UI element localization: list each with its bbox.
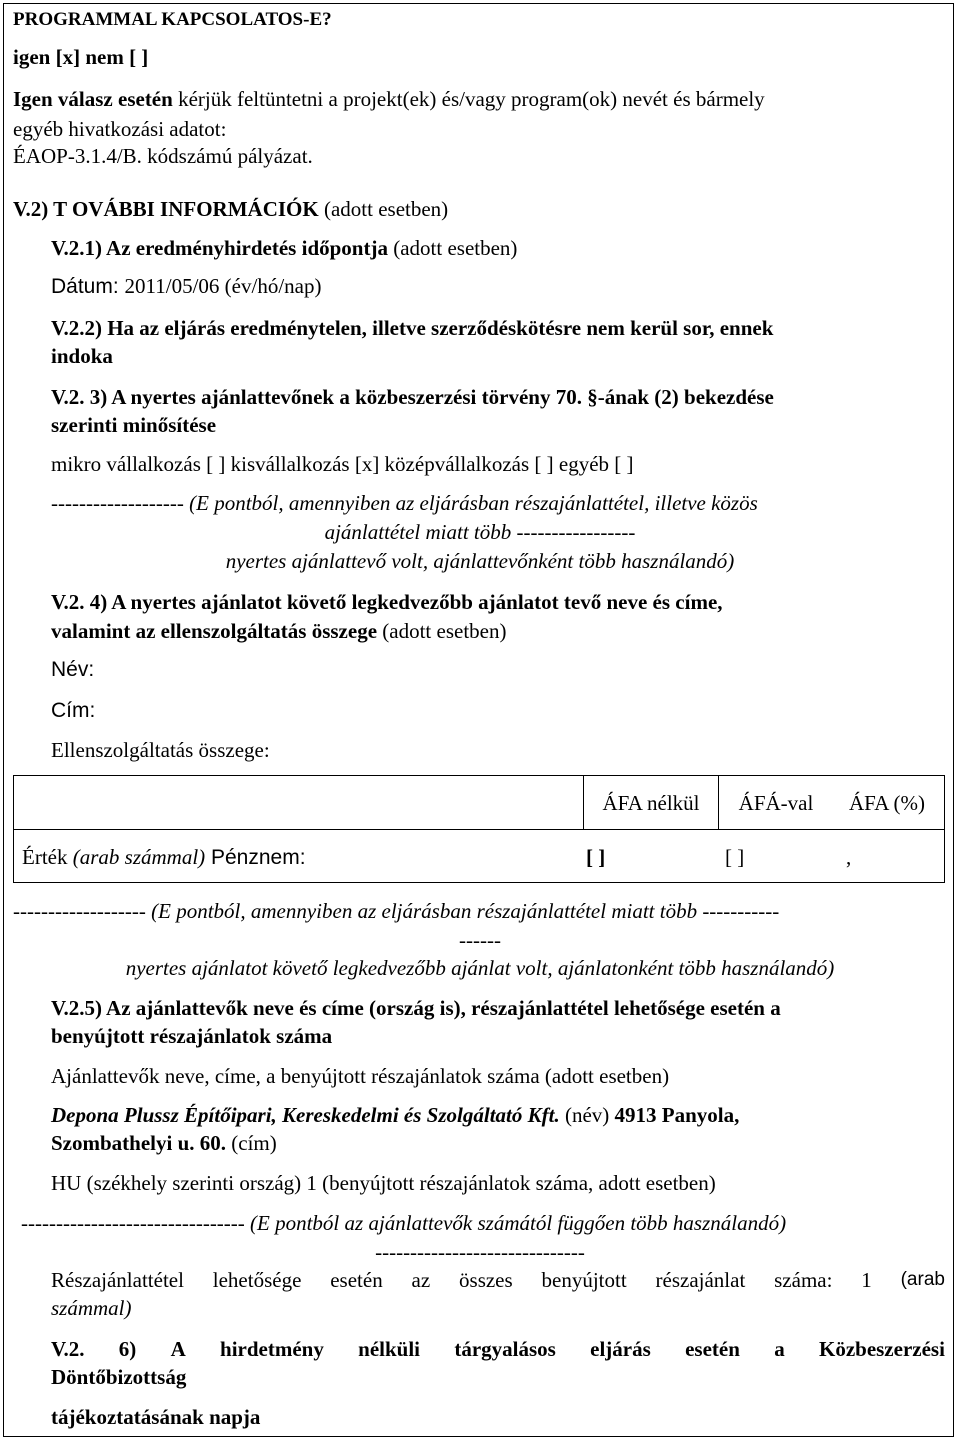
section-v26-heading-line2: Döntőbizottság [51, 1365, 187, 1389]
bidder-country-line: HU (székhely szerinti ország) 1 (benyújtott részajánlatok száma, adott esetben) [51, 1171, 716, 1195]
name-label: Név: [51, 658, 95, 681]
section-v2-heading: V.2) T OVÁBBI INFORMÁCIÓK (adott esetben) [13, 197, 449, 221]
note-v25-line1: -------------------------------- (E pontból az ajánlattevők számától függően több használandó) [21, 1211, 787, 1235]
note-v23-line1: ------------------- (E pontból, amennyiben az eljárásban részajánlattétel, illetve közös [51, 491, 758, 515]
value-without-vat: [ ] [586, 845, 606, 869]
note-v24-line1: ------------------- (E pontból, amennyiben az eljárásban részajánlattétel miatt több ----------- [13, 899, 780, 923]
section-v24-heading-line2: valamint az ellenszolgáltatás összege (adott esetben) [51, 619, 507, 643]
intro-line-2: egyéb hivatkozási adatot: [13, 117, 227, 141]
result-date: Dátum: 2011/05/06 (év/hó/nap) [51, 274, 322, 298]
total-partial-bids-line2: számmal) [51, 1296, 132, 1320]
section-title: PROGRAMMAL KAPCSOLATOS-E? [13, 9, 332, 30]
header-without-vat: ÁFA nélkül [602, 791, 700, 815]
note-v25-line2: ------------------------------ [375, 1240, 585, 1264]
project-reference: ÉAOP-3.1.4/B. kódszámú pályázat. [13, 144, 313, 168]
section-v26-heading: V.2. 6) A hirdetmény nélküli tárgyalásos eljárás esetén a Közbeszerzési [51, 1337, 945, 1361]
header-vat-percent: ÁFA (%) [848, 791, 926, 815]
section-v24-heading: V.2. 4) A nyertes ajánlatot követő legkedvezőbb ajánlatot tevő neve és címe, [51, 590, 723, 614]
price-table [13, 775, 945, 883]
section-v23-heading-line2: szerinti minősítése [51, 413, 217, 437]
header-with-vat: ÁFÁ-val [738, 791, 814, 815]
bidder-address-line: Szombathelyi u. 60. (cím) [51, 1131, 277, 1155]
company-classification: mikro vállalkozás [ ] kisvállalkozás [x] középvállalkozás [ ] egyéb [ ] [51, 452, 634, 476]
vat-percent-value: , [846, 845, 852, 869]
intro-line-1: Igen válasz esetén kérjük feltüntetni a projekt(ek) és/vagy program(ok) nevét és bármely [13, 87, 765, 111]
program-choice: igen [x] nem [ ] [13, 45, 149, 69]
note-v23-line2: ajánlattétel miatt több ----------------- [324, 520, 636, 544]
amount-label: Ellenszolgáltatás összege: [51, 738, 270, 762]
section-v21-heading: V.2.1) Az eredményhirdetés időpontja (adott esetben) [51, 236, 518, 260]
note-v24-line2: ------ [459, 928, 501, 952]
bidder-name-line: Depona Plussz Építőipari, Kereskedelmi és Szolgáltató Kft. (név) 4913 Panyola, [51, 1103, 740, 1127]
section-v22-heading-line2: indoka [51, 344, 113, 368]
section-v23-heading: V.2. 3) A nyertes ajánlattevőnek a közbeszerzési törvény 70. §-ának (2) bekezdése [51, 385, 774, 409]
total-partial-bids-line: Részajánlattétel lehetősége esetén az összes benyújtott részajánlat száma: 1 (arab [51, 1268, 945, 1292]
section-v22-heading: V.2.2) Ha az eljárás eredménytelen, illetve szerződéskötésre nem kerül sor, ennek [51, 316, 774, 340]
note-v24-line3: nyertes ajánlatot követő legkedvezőbb ajánlat volt, ajánlatonként több használandó) [125, 956, 835, 980]
value-row-label: Érték (arab számmal) Pénznem: [22, 845, 306, 869]
section-v26-heading-line3: tájékoztatásának napja [51, 1405, 261, 1429]
address-label: Cím: [51, 699, 96, 722]
value-with-vat: [ ] [725, 845, 745, 869]
section-v25-heading: V.2.5) Az ajánlattevők neve és címe (ország is), részajánlattétel lehetősége esetén a [51, 996, 781, 1020]
section-v25-heading-line2: benyújtott részajánlatok száma [51, 1024, 333, 1048]
bidders-intro: Ajánlattevők neve, címe, a benyújtott részajánlatok száma (adott esetben) [51, 1064, 670, 1088]
note-v23-line3: nyertes ajánlattevő volt, ajánlattevőnként több használandó) [225, 549, 735, 573]
